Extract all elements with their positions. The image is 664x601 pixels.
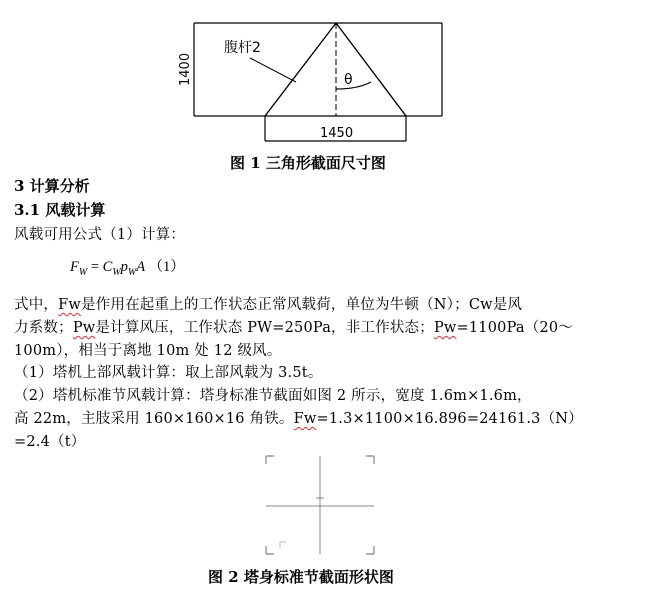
fw-term-2: Fw [293, 411, 317, 427]
section31-heading: 3.1 风载计算 [14, 201, 106, 219]
corner-mark-bl [266, 546, 274, 554]
intro-text: 风载可用公式（1）计算： [14, 227, 186, 243]
angle-label: θ [344, 72, 353, 88]
height-label: 1400 [178, 52, 193, 86]
formula-lhs: F [70, 259, 79, 275]
section3-heading: 3 计算分析 [14, 177, 90, 195]
item2-line-3: =2.4（t） [14, 434, 86, 450]
definition-line-3: 100m），相当于离地 10m 处 12 级风。 [14, 343, 282, 359]
definition-line-1: 式中，Fw是作用在起重上的工作状态正常风载荷，单位为牛顿（N）；Cw是风 [14, 297, 523, 313]
corner-mark-tl [266, 456, 274, 464]
item1-text: （1）塔机上部风载计算：取上部风载为 3.5t。 [14, 365, 323, 381]
width-label: 1450 [320, 126, 354, 141]
fw-term: Fw [58, 297, 81, 313]
formula-p-sub: W [127, 266, 137, 278]
triangle-section-diagram [0, 0, 664, 160]
tower-section-diagram [258, 450, 382, 560]
pw-term: Pw [72, 320, 96, 336]
formula-c-sub: W [112, 266, 121, 278]
wind-load-formula [70, 255, 185, 278]
figure2-caption: 图 2 塔身标准节截面形状图 [208, 568, 394, 586]
formula-number: （1） [148, 259, 185, 275]
item2-line-1: （2）塔机标准节风载计算：塔身标准节截面如图 2 所示，宽度 1.6m×1.6m， [14, 388, 532, 404]
definition-line-2: 力系数；Pw是计算风压，工作状态 PW=250Pa，非工作状态；Pw=1100Pa（20～ [14, 320, 573, 336]
member-label: 腹杆2 [224, 40, 261, 56]
formula-equals: = [90, 259, 100, 275]
pw-term-2: Pw [433, 320, 457, 336]
member-leader-line [250, 58, 296, 82]
formula-c: C [102, 259, 113, 275]
angle-arc [336, 82, 371, 89]
corner-mark-tr [366, 456, 374, 464]
formula-p: p [120, 259, 128, 275]
figure1-caption: 图 1 三角形截面尺寸图 [230, 154, 386, 172]
formula-a: A [136, 259, 145, 275]
formula-lhs-sub: W [78, 266, 88, 278]
right-web-member [336, 23, 406, 116]
left-web-member [265, 23, 336, 116]
small-mark [280, 542, 286, 548]
item2-line-2: 高 22m，主肢采用 160×160×16 角铁。Fw=1.3×1100×16.896=24161.3（N） [14, 411, 583, 427]
corner-mark-br [366, 546, 374, 554]
